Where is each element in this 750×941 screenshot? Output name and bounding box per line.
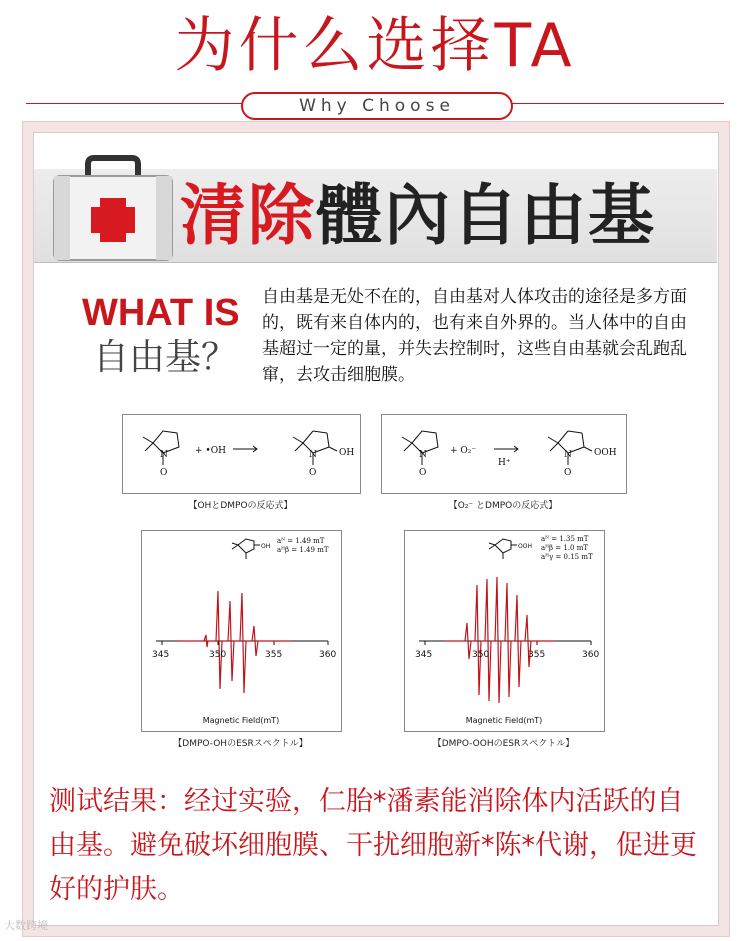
esr1-param-1: aᴺ = 1.49 mT: [277, 537, 325, 545]
esr2-spectrum-trace: [445, 577, 555, 703]
rxn2-product-n: N: [564, 450, 572, 460]
reaction-diagram-o2: [381, 414, 627, 494]
esr1-group: OH: [261, 543, 271, 550]
esr2-tick-350: 350: [472, 650, 490, 660]
rxn1-n-label: N: [160, 450, 168, 460]
page-title: 为什么选择TA: [174, 11, 576, 81]
rxn2-reagent: + O₂⁻: [450, 446, 477, 456]
intro-paragraph: 自由基是无处不在的，自由基对人体攻击的途径是多方面的，既有来自体内的，也有来自外界的。当人体中的自由基超过一定的量，并失去控制时，这些自由基就会乱跑乱窜，去攻击细胞膜。: [262, 287, 687, 385]
esr-spectrum-ooh: [404, 530, 605, 732]
rxn1-product-n: N: [309, 450, 317, 460]
watermark: 大数跨境: [4, 919, 48, 932]
first-aid-kit-icon: [48, 154, 178, 264]
banner-title-dark: 體內自由基: [316, 177, 656, 254]
esr-caption-ooh: 【DMPO-OOHのESRスペクトル】: [432, 739, 575, 749]
reaction-caption-o2: 【O₂⁻ とDMPOの反応式】: [448, 501, 558, 511]
esr1-xlabel: Magnetic Field(mT): [202, 716, 280, 725]
esr2-group: OOH: [518, 543, 532, 550]
esr1-param-2: aᴴβ = 1.49 mT: [277, 546, 329, 554]
rxn2-n-label: N: [419, 450, 427, 460]
rxn1-reagent: + •OH: [195, 446, 226, 456]
esr1-tick-350: 350: [209, 650, 227, 660]
esr-caption-oh: 【DMPO-OHのESRスペクトル】: [173, 739, 308, 749]
what-is-heading: WHAT IS: [82, 292, 240, 334]
rxn2-product-o: O: [564, 468, 572, 478]
test-result-text: 测试结果：经过实验，仁胎*潘素能消除体内活跃的自由基。避免破坏细胞膜、干扰细胞新*陈*代谢，促进更好的护肤。: [49, 786, 697, 905]
esr1-tick-355: 355: [265, 650, 283, 660]
rxn2-o-label: O: [419, 468, 427, 478]
reaction-diagram-oh: [122, 414, 361, 494]
rxn1-product-o: O: [309, 468, 317, 478]
reaction-caption-oh: 【OHとDMPOの反応式】: [188, 501, 293, 511]
rxn1-o-label: O: [160, 468, 168, 478]
esr1-spectrum-trace: [178, 591, 292, 693]
rxn2-catalyst: H⁺: [498, 458, 511, 468]
esr2-param-2: aᴴβ = 1.0 mT: [541, 544, 589, 552]
esr1-tick-360: 360: [319, 650, 337, 660]
rxn2-product-group: OOH: [594, 448, 617, 458]
esr2-tick-355: 355: [528, 650, 546, 660]
esr-spectrum-oh: [141, 530, 342, 732]
esr2-tick-345: 345: [415, 650, 433, 660]
banner-title-red: 清除: [180, 177, 316, 254]
esr1-tick-345: 345: [152, 650, 170, 660]
banner-title: [180, 174, 656, 258]
esr2-param-1: aᴺ = 1.35 mT: [541, 535, 589, 543]
why-choose-badge: Why Choose: [241, 92, 513, 120]
esr2-param-3: aᴴγ = 0.15 mT: [541, 553, 593, 561]
free-radical-question: 自由基？: [93, 337, 238, 378]
rxn1-product-group: OH: [339, 448, 355, 458]
esr2-xlabel: Magnetic Field(mT): [465, 716, 543, 725]
esr2-tick-360: 360: [582, 650, 600, 660]
